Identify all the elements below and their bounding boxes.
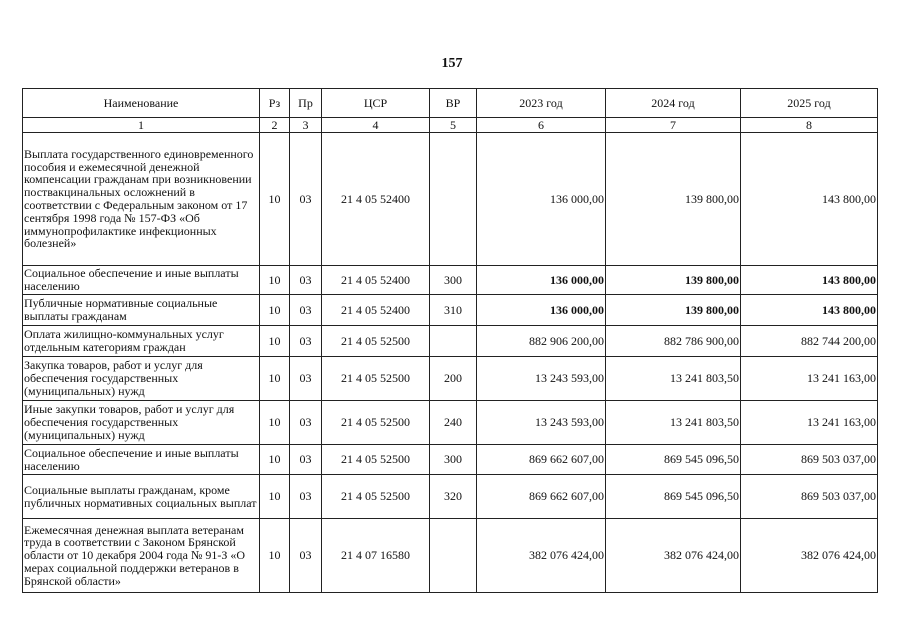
row-2025: 869 503 037,00 <box>741 445 878 475</box>
row-csr: 21 4 05 52500 <box>322 475 430 519</box>
row-2025: 13 241 163,00 <box>741 357 878 401</box>
row-2024: 139 800,00 <box>606 133 741 266</box>
row-2025: 882 744 200,00 <box>741 326 878 357</box>
row-name: Оплата жилищно-коммунальных услуг отдельным категориям граждан <box>23 326 260 357</box>
header-2024: 2024 год <box>606 89 741 118</box>
row-vr: 200 <box>430 357 477 401</box>
table-row <box>23 326 878 357</box>
row-csr: 21 4 05 52500 <box>322 445 430 475</box>
row-2023: 869 662 607,00 <box>477 475 606 519</box>
row-2023: 136 000,00 <box>477 266 606 295</box>
column-number-row <box>23 118 878 133</box>
row-name: Иные закупки товаров, работ и услуг для обеспечения государственных (муниципальных) нужд <box>23 401 260 445</box>
row-name: Выплата государственного единовременного пособия и ежемесячной денежной компенсации гражданам при возникновении поствакцинальных осложнений в соответствии с Федеральным законом от 17 сентября 1998 года № 157-ФЗ «Об иммунопрофилактике инфекционных болезней» <box>23 133 260 266</box>
header-row <box>23 89 878 118</box>
row-2024: 869 545 096,50 <box>606 445 741 475</box>
column-number: 2 <box>260 118 290 133</box>
column-number: 7 <box>606 118 741 133</box>
row-name: Социальное обеспечение и иные выплаты населению <box>23 266 260 295</box>
column-number: 6 <box>477 118 606 133</box>
row-2024: 882 786 900,00 <box>606 326 741 357</box>
row-name: Публичные нормативные социальные выплаты гражданам <box>23 295 260 326</box>
table-row <box>23 475 878 519</box>
row-2024: 13 241 803,50 <box>606 357 741 401</box>
row-csr: 21 4 05 52400 <box>322 266 430 295</box>
row-pr: 03 <box>290 401 322 445</box>
header-2025: 2025 год <box>741 89 878 118</box>
table-row <box>23 266 878 295</box>
row-csr: 21 4 05 52500 <box>322 326 430 357</box>
row-vr: 300 <box>430 266 477 295</box>
row-2024: 13 241 803,50 <box>606 401 741 445</box>
row-csr: 21 4 05 52400 <box>322 133 430 266</box>
row-csr: 21 4 05 52500 <box>322 357 430 401</box>
row-pr: 03 <box>290 357 322 401</box>
row-rz: 10 <box>260 266 290 295</box>
row-2025: 143 800,00 <box>741 295 878 326</box>
column-number: 3 <box>290 118 322 133</box>
row-2023: 13 243 593,00 <box>477 357 606 401</box>
row-2025: 382 076 424,00 <box>741 519 878 593</box>
budget-table <box>22 88 878 593</box>
table-row <box>23 401 878 445</box>
table-row <box>23 133 878 266</box>
row-2023: 13 243 593,00 <box>477 401 606 445</box>
row-rz: 10 <box>260 133 290 266</box>
row-name: Ежемесячная денежная выплата ветеранам труда в соответствии с Законом Брянской области от 10 декабря 2004 года № 91-З «О мерах социальной поддержки ветеранов в Брянской области» <box>23 519 260 593</box>
page-number: 157 <box>441 56 463 71</box>
header-name: Наименование <box>23 89 260 118</box>
row-2024: 869 545 096,50 <box>606 475 741 519</box>
row-2024: 139 800,00 <box>606 295 741 326</box>
row-rz: 10 <box>260 401 290 445</box>
row-vr <box>430 133 477 266</box>
header-rz: Рз <box>260 89 290 118</box>
column-number: 5 <box>430 118 477 133</box>
row-pr: 03 <box>290 519 322 593</box>
row-vr: 300 <box>430 445 477 475</box>
row-pr: 03 <box>290 295 322 326</box>
row-2023: 882 906 200,00 <box>477 326 606 357</box>
row-rz: 10 <box>260 475 290 519</box>
row-rz: 10 <box>260 326 290 357</box>
row-name: Закупка товаров, работ и услуг для обеспечения государственных (муниципальных) нужд <box>23 357 260 401</box>
row-2025: 869 503 037,00 <box>741 475 878 519</box>
row-pr: 03 <box>290 445 322 475</box>
row-csr: 21 4 07 16580 <box>322 519 430 593</box>
row-rz: 10 <box>260 519 290 593</box>
row-2024: 382 076 424,00 <box>606 519 741 593</box>
row-2025: 13 241 163,00 <box>741 401 878 445</box>
table-row <box>23 295 878 326</box>
row-2023: 869 662 607,00 <box>477 445 606 475</box>
row-pr: 03 <box>290 266 322 295</box>
row-vr <box>430 519 477 593</box>
table-row <box>23 519 878 593</box>
row-vr: 320 <box>430 475 477 519</box>
row-2023: 382 076 424,00 <box>477 519 606 593</box>
row-pr: 03 <box>290 133 322 266</box>
row-name: Социальные выплаты гражданам, кроме публичных нормативных социальных выплат <box>23 475 260 519</box>
row-2023: 136 000,00 <box>477 133 606 266</box>
column-number: 1 <box>23 118 260 133</box>
row-2023: 136 000,00 <box>477 295 606 326</box>
row-pr: 03 <box>290 475 322 519</box>
row-rz: 10 <box>260 357 290 401</box>
row-name: Социальное обеспечение и иные выплаты населению <box>23 445 260 475</box>
row-rz: 10 <box>260 445 290 475</box>
row-2025: 143 800,00 <box>741 133 878 266</box>
row-2024: 139 800,00 <box>606 266 741 295</box>
column-number: 8 <box>741 118 878 133</box>
row-csr: 21 4 05 52400 <box>322 295 430 326</box>
row-vr: 240 <box>430 401 477 445</box>
row-2025: 143 800,00 <box>741 266 878 295</box>
table-row <box>23 445 878 475</box>
column-number: 4 <box>322 118 430 133</box>
row-rz: 10 <box>260 295 290 326</box>
header-vr: ВР <box>430 89 477 118</box>
header-csr: ЦСР <box>322 89 430 118</box>
header-pr: Пр <box>290 89 322 118</box>
row-vr <box>430 326 477 357</box>
header-2023: 2023 год <box>477 89 606 118</box>
row-vr: 310 <box>430 295 477 326</box>
table-row <box>23 357 878 401</box>
row-csr: 21 4 05 52500 <box>322 401 430 445</box>
row-pr: 03 <box>290 326 322 357</box>
